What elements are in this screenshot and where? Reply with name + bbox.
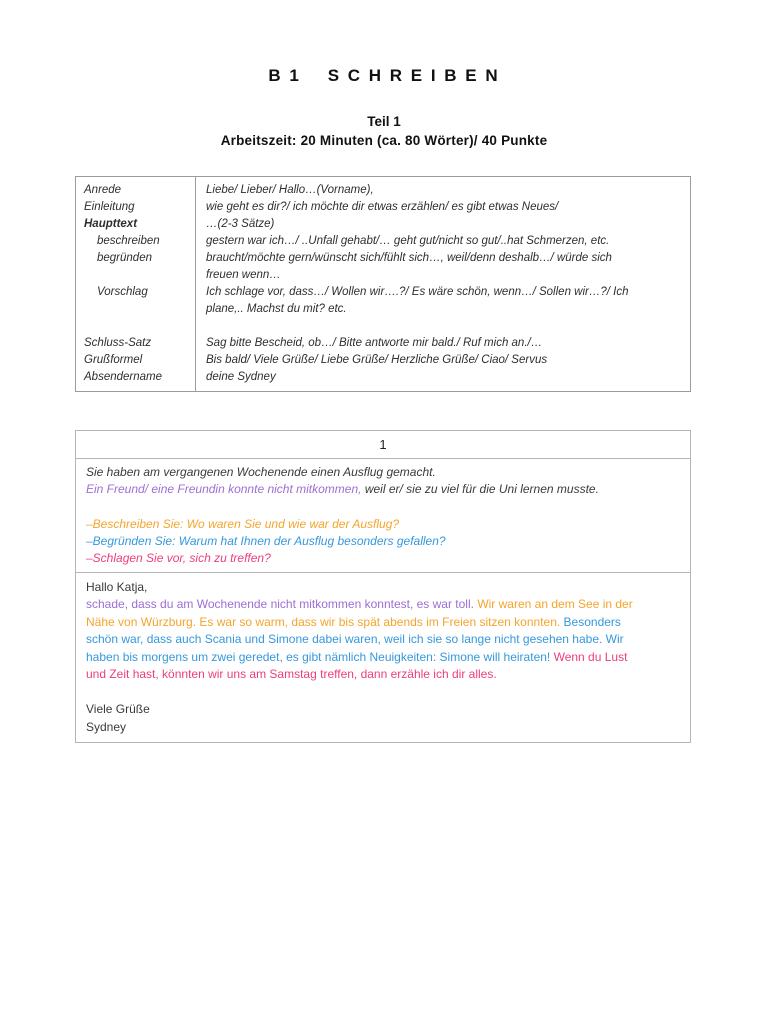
text-line bbox=[86, 481, 680, 498]
text-line bbox=[86, 701, 680, 719]
text-line bbox=[86, 579, 680, 597]
text-line bbox=[206, 182, 684, 199]
text-segment: Haupttext bbox=[84, 218, 138, 230]
text-line bbox=[84, 250, 187, 267]
text-segment: Sag bitte Bescheid, ob…/ Bitte antworte mir bald./ Ruf mich an./… bbox=[206, 337, 543, 349]
text-line bbox=[84, 335, 187, 352]
text-line bbox=[84, 216, 187, 233]
work-time-points-info: Arbeitszeit: 20 Minuten (ca. 80 Wörter)/ 40 Punkte bbox=[220, 133, 548, 148]
text-segment: Wir waren an dem See in der bbox=[473, 597, 633, 612]
text-segment: gestern war ich…/ ..Unfall gehabt/… geht gut/nicht so gut/..hat Schmerzen, etc. bbox=[206, 235, 610, 247]
text-line bbox=[84, 233, 187, 250]
text-line bbox=[206, 335, 684, 352]
text-line bbox=[84, 369, 187, 386]
text-segment: schön war, dass auch Scania und Simone dabei waren, weil ich sie so lange nicht gesehen habe. Wir bbox=[86, 632, 624, 647]
text-segment: Schluss-Satz bbox=[84, 337, 152, 349]
text-segment: und Zeit hast, könnten wir uns am Samstag treffen, dann erzähle ich dir alles. bbox=[86, 667, 497, 682]
text-line bbox=[84, 267, 187, 284]
sample-letter bbox=[76, 573, 690, 743]
text-line bbox=[84, 301, 187, 318]
text-line bbox=[206, 250, 684, 267]
text-line bbox=[86, 684, 680, 702]
part-title: Teil 1 bbox=[367, 114, 401, 129]
task-description bbox=[76, 459, 690, 573]
text-line bbox=[206, 284, 684, 301]
text-line bbox=[86, 499, 680, 516]
text-segment: freuen wenn… bbox=[206, 269, 281, 281]
text-segment: begründen bbox=[97, 252, 152, 264]
text-segment: –Schlagen Sie vor, sich zu treffen? bbox=[86, 551, 271, 566]
structure-labels-column bbox=[76, 177, 196, 391]
text-line bbox=[206, 318, 684, 335]
text-segment: Absendername bbox=[84, 371, 162, 383]
text-segment: Ich schlage vor, dass…/ Wollen wir….?/ Es wäre schön, wenn…/ Sollen wir…?/ Ich bbox=[206, 286, 629, 298]
text-segment: schade, dass du am Wochenende nicht mitkommen konntest, es war toll. bbox=[86, 597, 474, 612]
text-segment: Bis bald/ Viele Grüße/ Liebe Grüße/ Herzliche Grüße/ Ciao/ Servus bbox=[206, 354, 548, 366]
text-segment: Anrede bbox=[84, 184, 122, 196]
text-line bbox=[86, 649, 680, 667]
text-line bbox=[84, 318, 187, 335]
text-line bbox=[84, 352, 187, 369]
text-segment: –Beschreiben Sie: Wo waren Sie und wie war der Ausflug? bbox=[86, 516, 400, 531]
text-segment: braucht/möchte gern/wünscht sich/fühlt sich…, weil/denn deshalb…/ würde sich bbox=[206, 252, 612, 264]
text-segment: wie geht es dir?/ ich möchte dir etwas erzählen/ es gibt etwas Neues/ bbox=[206, 201, 559, 213]
text-segment: Einleitung bbox=[84, 201, 135, 213]
text-line bbox=[206, 233, 684, 250]
text-segment: haben bis morgens um zwei geredet, es gibt nämlich Neuigkeiten: Simone will heiraten! bbox=[86, 649, 551, 664]
text-line bbox=[206, 301, 684, 318]
text-segment: Hallo Katja, bbox=[86, 579, 148, 594]
task-table bbox=[75, 430, 691, 743]
text-segment: Grußformel bbox=[84, 354, 143, 366]
text-segment: Viele Grüße bbox=[86, 702, 150, 717]
task-number: 1 bbox=[76, 431, 690, 459]
text-segment: deine Sydney bbox=[206, 371, 276, 383]
text-line bbox=[84, 199, 187, 216]
text-line bbox=[86, 596, 680, 614]
text-line bbox=[206, 267, 684, 284]
text-segment: Wenn du Lust bbox=[550, 649, 628, 664]
document-title: B 1 S C H R E I B E N bbox=[268, 66, 500, 85]
text-line bbox=[84, 284, 187, 301]
text-line bbox=[84, 182, 187, 199]
text-segment: Besonders bbox=[560, 614, 621, 629]
text-line bbox=[206, 199, 684, 216]
letter-structure-table bbox=[75, 176, 691, 392]
text-line bbox=[206, 216, 684, 233]
text-line bbox=[86, 666, 680, 684]
text-segment: …(2-3 Sätze) bbox=[206, 218, 275, 230]
text-line bbox=[86, 464, 680, 481]
text-line bbox=[206, 352, 684, 369]
text-segment: Sie haben am vergangenen Wochenende einen Ausflug gemacht. bbox=[86, 465, 436, 479]
text-line bbox=[86, 631, 680, 649]
text-segment: weil er/ sie zu viel für die Uni lernen musste. bbox=[361, 482, 599, 497]
text-segment: Ein Freund/ eine Freundin konnte nicht mitkommen, bbox=[86, 482, 362, 497]
text-segment: –Begründen Sie: Warum hat Ihnen der Ausflug besonders gefallen? bbox=[86, 534, 446, 549]
text-segment: Nähe von Würzburg. Es war so warm, dass wir bis spät abends im Freien sitzen konnten. bbox=[86, 614, 561, 629]
text-segment: beschreiben bbox=[97, 235, 160, 247]
text-segment: plane,.. Machst du mit? etc. bbox=[206, 303, 347, 315]
text-line bbox=[86, 516, 680, 533]
text-segment: Sydney bbox=[86, 719, 127, 734]
text-line bbox=[86, 614, 680, 632]
text-line bbox=[206, 369, 684, 386]
structure-examples-column bbox=[196, 177, 690, 391]
text-segment: Liebe/ Lieber/ Hallo…(Vorname), bbox=[206, 184, 374, 196]
text-line bbox=[86, 533, 680, 550]
text-line bbox=[86, 719, 680, 737]
text-segment: Vorschlag bbox=[97, 286, 148, 298]
text-line bbox=[86, 550, 680, 567]
